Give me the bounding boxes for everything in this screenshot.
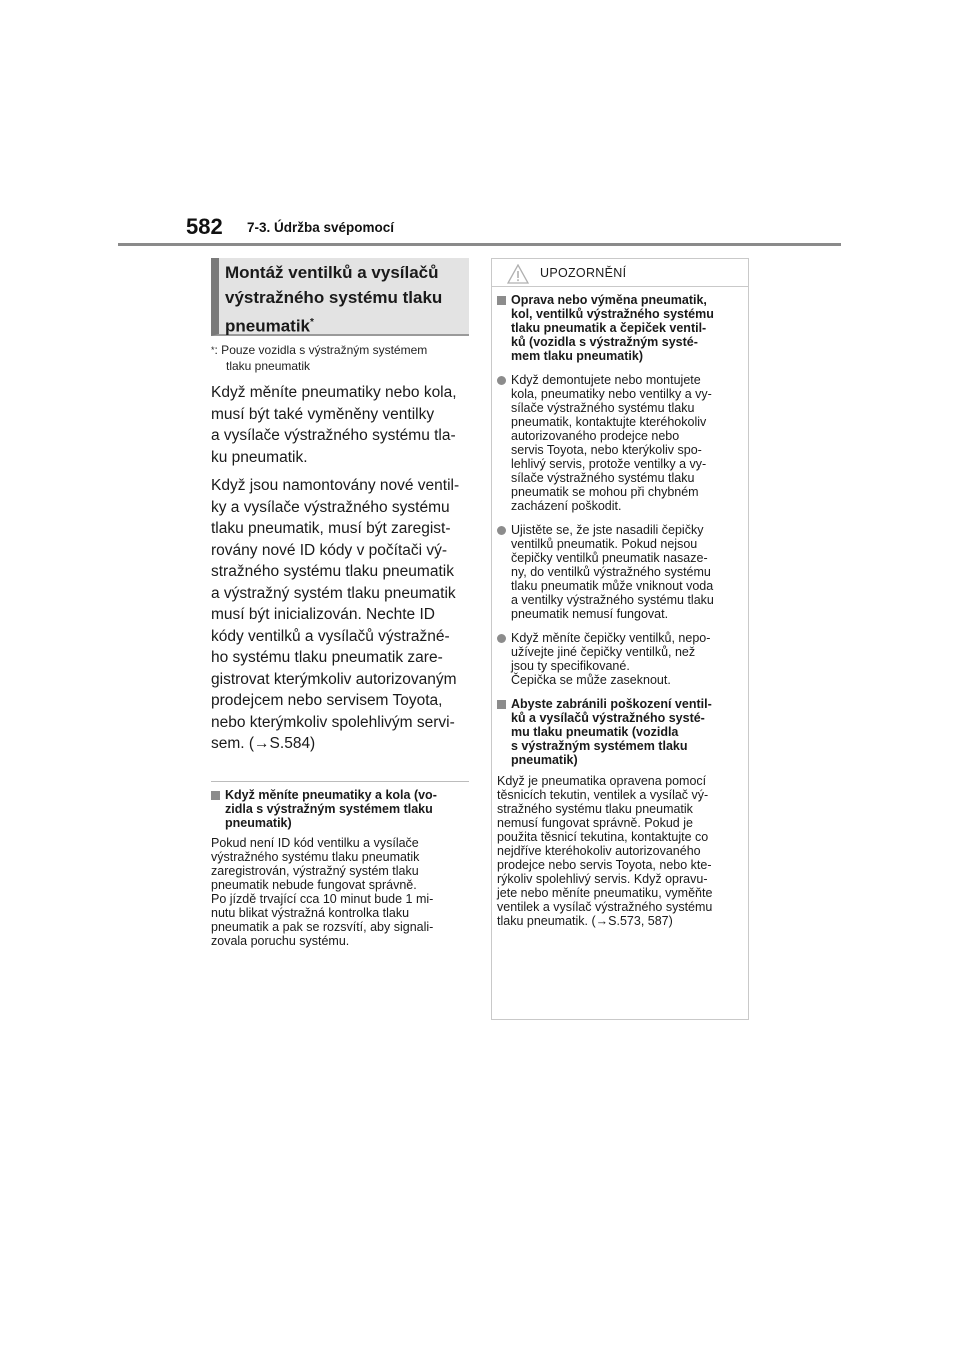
text-line: musí být inicializován. Nechte ID — [211, 606, 435, 623]
text-line: Když měníte pneumatiky nebo kola, — [211, 384, 457, 401]
circle-bullet-icon — [497, 526, 506, 535]
text-line: Když demontujete nebo montujete — [511, 373, 701, 387]
text-line: Když měníte pneumatiky a kola (vo- — [225, 787, 437, 802]
text-line: sílače výstražného systému tlaku — [511, 401, 695, 415]
section-heading — [211, 258, 469, 336]
header-rule — [118, 243, 841, 246]
footnote — [211, 342, 469, 374]
text-line: nebo kterýmkoliv spolehlivým servi- — [211, 713, 455, 731]
text-line: pneumatik nebude fungovat správně. — [211, 877, 417, 892]
text-line: Pokud není ID kód ventilku a vysílače — [211, 835, 419, 850]
text-line: zacházení poškodit. — [511, 499, 622, 513]
text-line: tlaku pneumatik a čepiček ventil- — [511, 321, 707, 335]
text-line: prodejce nebo servis Toyota, nebo kte- — [497, 858, 712, 872]
text-line: rovány nové ID kódy v počítači vý- — [211, 541, 448, 559]
text-line: s výstražným systémem tlaku — [511, 739, 688, 753]
text-line: servis Toyota, nebo kterýkoliv spo- — [511, 443, 702, 457]
text-line: pneumatik nemusí fungovat. — [511, 607, 669, 621]
text-line: Když je pneumatika opravena pomocí — [497, 774, 707, 788]
warning-item — [497, 697, 743, 767]
text-line: ku pneumatik. — [211, 448, 308, 466]
text-line: zidla s výstražným systémem tlaku — [225, 801, 433, 816]
text-line: sílače výstražného systému tlaku — [511, 471, 695, 485]
left-column — [211, 258, 469, 948]
text-line: zaregistrován, výstražný systém tlaku — [211, 863, 419, 878]
text-line: lehlivý servis, protože ventilky a vy- — [511, 457, 707, 471]
text-line: užívejte jiné čepičky ventilků, než — [511, 645, 696, 659]
text-line: autorizovaného prodejce nebo — [511, 429, 680, 443]
text-line: a vysílače výstražného systému tla- — [211, 427, 456, 444]
text-line: pneumatik) — [511, 753, 578, 767]
subsection-heading — [211, 788, 469, 830]
heading-line-3-text: pneumatik — [225, 316, 311, 336]
text-line: výstražného systému tlaku pneumatik — [211, 849, 420, 864]
text-line: použita těsnicí tekutina, kontaktujte co — [497, 830, 709, 844]
text-line: kódy ventilků a vysílačů výstražné- — [211, 627, 450, 645]
text-line: nutu blikat výstražná kontrolka tlaku — [211, 905, 410, 920]
text-line: zovala poruchu systému. — [211, 933, 350, 948]
heading-line-1: Montáž ventilků a vysílačů — [225, 263, 439, 282]
text-line: pneumatik) — [225, 815, 292, 830]
warning-item — [497, 631, 743, 687]
text-line: kola, pneumatiky nebo ventilky a vy- — [511, 387, 712, 401]
warning-final-paragraph — [497, 774, 743, 928]
text-line: Po jízdě trvající cca 10 minut bude 1 mi- — [211, 891, 434, 906]
text-line: mem tlaku pneumatik) — [511, 349, 643, 363]
text-line: těsnicích tekutin, ventilek a vysílač vý- — [497, 788, 709, 802]
square-bullet-icon — [211, 791, 220, 800]
text-line: mu tlaku pneumatik (vozidla — [511, 725, 679, 739]
text-line: prodejcem nebo servisem Toyota, — [211, 692, 443, 709]
page-reference[interactable]: tlaku pneumatik. (→S.573, 587) — [497, 914, 673, 928]
page-number: 582 — [186, 214, 223, 239]
text-line: stražného systému tlaku pneumatik — [497, 802, 693, 816]
warning-item — [497, 293, 743, 363]
text-line: jete nebo měníte pneumatiku, vyměňte — [497, 886, 713, 900]
text-line: ny, do ventilků výstražného systému — [511, 565, 711, 579]
text-line: Když měníte čepičky ventilků, nepo- — [511, 631, 711, 645]
text-line: tlaku pneumatik, musí být zaregist- — [211, 520, 451, 537]
text-line: Oprava nebo výměna pneumatik, — [511, 293, 707, 307]
text-line: ky a vysílače výstražného systému — [211, 498, 450, 516]
page-reference[interactable]: sem. (→S.584) — [211, 735, 316, 752]
warning-item — [497, 523, 743, 621]
subsection-body — [211, 836, 469, 948]
footnote-mark: * — [211, 345, 215, 355]
subsection-divider — [211, 781, 469, 782]
text-line: musí být také vyměněny ventilky — [211, 405, 435, 423]
warning-header — [492, 259, 748, 287]
warning-title: UPOZORNĚNÍ — [540, 266, 627, 280]
heading-line-2: výstražného systému tlaku — [225, 288, 443, 307]
text-line: ků a vysílačů výstražného systé- — [511, 711, 705, 725]
warning-body — [492, 287, 748, 928]
heading-footnote-mark: * — [310, 317, 314, 328]
text-line: rýkoliv spolehlivý servis. Když opravu- — [497, 872, 708, 886]
circle-bullet-icon — [497, 634, 506, 643]
text-line: Ujistěte se, že jste nasadili čepičky — [511, 523, 704, 537]
registration-paragraph — [211, 475, 469, 755]
text-line: pneumatik a pak se rozsvítí, aby signali- — [211, 919, 434, 934]
warning-box — [491, 258, 749, 1020]
heading-line-3 — [225, 310, 463, 339]
text-line: ků (vozidla s výstražným systé- — [511, 335, 698, 349]
warning-item — [497, 373, 743, 513]
section-title: 7-3. Údržba svépomocí — [247, 220, 395, 235]
text-line: a výstražný systém tlaku pneumatik — [211, 584, 456, 602]
text-line: nejdříve kteréhokoliv autorizovaného — [497, 844, 701, 858]
text-line: ho systému tlaku pneumatik zare- — [211, 649, 443, 666]
text-line: ventilek a vysílač výstražného systému — [497, 900, 713, 914]
text-line: jsou ty specifikované. — [511, 659, 630, 673]
text-line: pneumatik, kontaktujte kteréhokoliv — [511, 415, 707, 429]
circle-bullet-icon — [497, 376, 506, 385]
square-bullet-icon — [497, 700, 506, 709]
square-bullet-icon — [497, 296, 506, 305]
intro-paragraph — [211, 382, 469, 468]
warning-triangle-icon — [507, 264, 529, 284]
text-line: tlaku pneumatik může vniknout voda — [511, 579, 714, 593]
footnote-line-1: : Pouze vozidla s výstražným systémem — [214, 343, 428, 357]
text-line: pneumatik se mohou při chybném — [511, 485, 699, 499]
text-line: gistrovat kterýmkoliv autorizovaným — [211, 670, 457, 688]
text-line: kol, ventilků výstražného systému — [511, 307, 714, 321]
text-line: Abyste zabránili poškození ventil- — [511, 697, 712, 711]
text-line: čepičky ventilků pneumatik nasaze- — [511, 551, 708, 565]
footnote-line-2: tlaku pneumatik — [226, 359, 311, 373]
text-line: nemusí fungovat správně. Pokud je — [497, 816, 693, 830]
text-line: a ventilky výstražného systému tlaku — [511, 593, 714, 607]
text-line: ventilků pneumatik. Pokud nejsou — [511, 537, 698, 551]
text-line: Čepička se může zaseknout. — [511, 673, 671, 687]
text-line: Když jsou namontovány nové ventil- — [211, 477, 460, 494]
text-line: stražného systému tlaku pneumatik — [211, 563, 454, 580]
